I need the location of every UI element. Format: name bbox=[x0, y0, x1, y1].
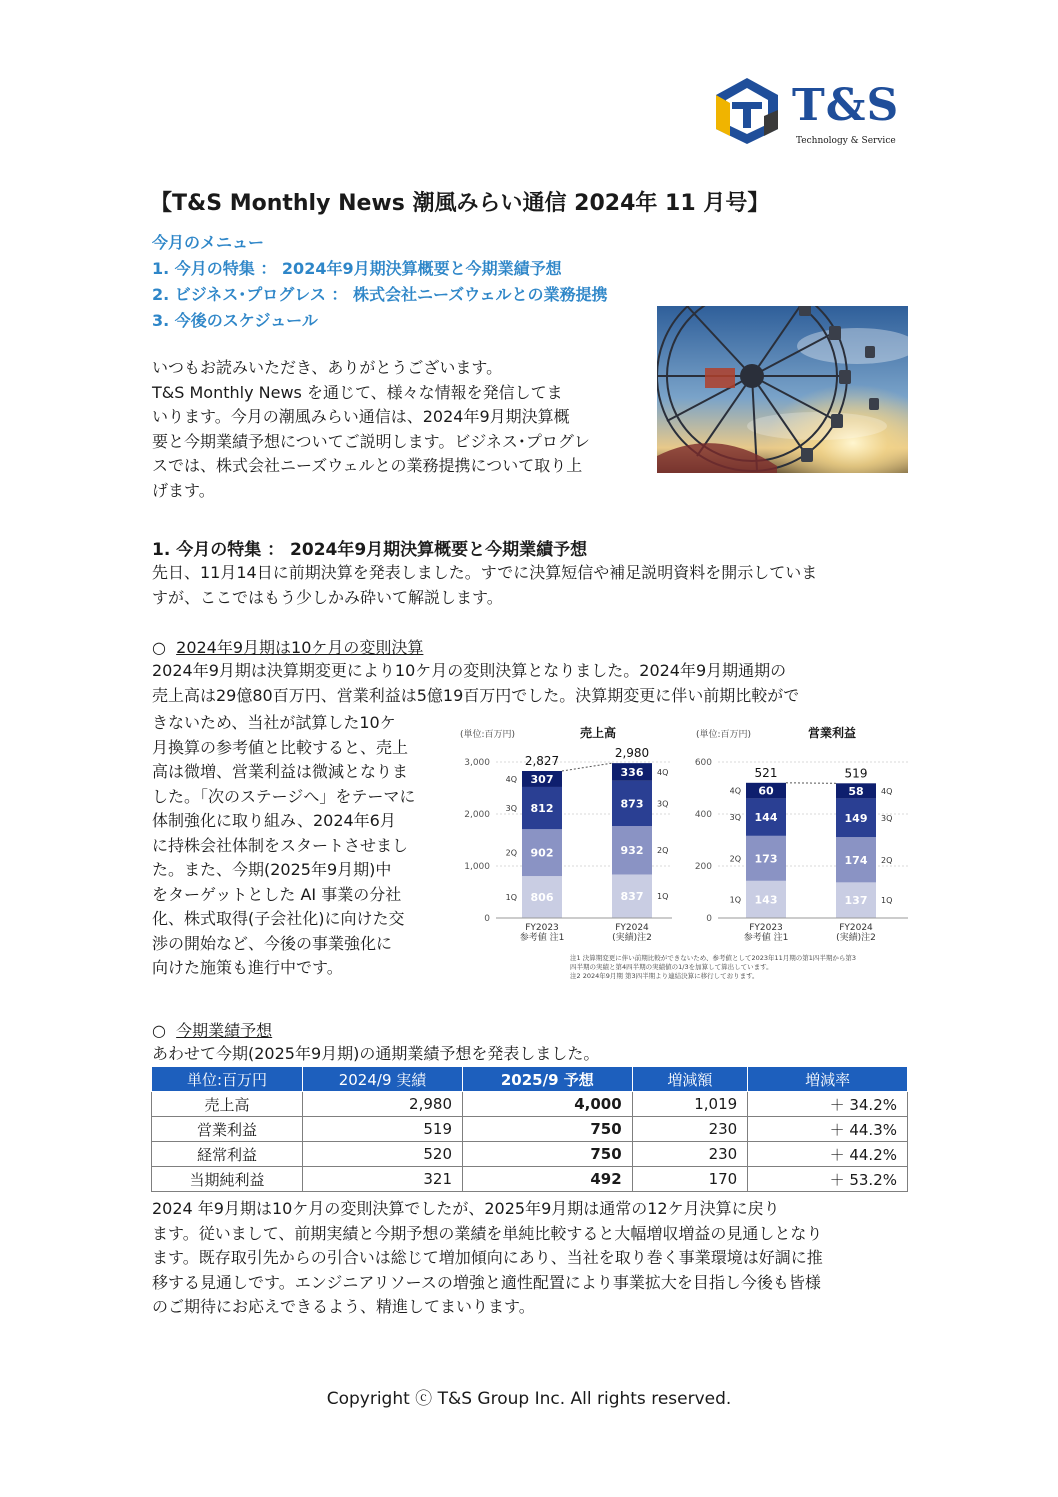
closing-paragraph bbox=[152, 1197, 912, 1320]
table-cell: 当期純利益 bbox=[152, 1167, 303, 1192]
ferris-wheel-photo bbox=[657, 306, 908, 473]
sub1-line: 月換算の参考値と比較すると、売上 bbox=[152, 737, 409, 757]
table-cell: ＋ 44.2% bbox=[748, 1142, 908, 1167]
table-header-cell: 増減額 bbox=[632, 1067, 748, 1092]
chart-title: 営業利益 bbox=[808, 726, 857, 740]
sub1-text-left bbox=[152, 711, 442, 981]
series-label: 4Q bbox=[505, 774, 517, 784]
table-cell: 営業利益 bbox=[152, 1117, 303, 1142]
data-label: 174 bbox=[844, 853, 868, 867]
table-cell: 230 bbox=[632, 1142, 748, 1167]
menu-list bbox=[152, 230, 608, 334]
sub1-line: た。また、今期(2025年9月期)中 bbox=[152, 860, 392, 879]
table-row bbox=[152, 1167, 908, 1192]
data-label: 336 bbox=[620, 765, 644, 779]
x-tick-label: FY2024 bbox=[615, 923, 649, 933]
series-label: 1Q bbox=[657, 892, 669, 902]
y-tick-label: 200 bbox=[694, 862, 712, 872]
data-label: 873 bbox=[620, 797, 644, 811]
section1-heading: 1. 今月の特集 ： 2024年9月期決算概要と今期業績予想 bbox=[152, 540, 588, 560]
chart-unit-label: (単位:百万円) bbox=[696, 730, 752, 740]
menu-item: 3. 今後のスケジュール bbox=[152, 311, 318, 330]
series-label: 2Q bbox=[505, 848, 517, 858]
closing-line: ます。既存取引先からの引合いは総じて増加傾向にあり、当社を取り巻く事業環境は好調に推 bbox=[152, 1248, 823, 1267]
table-header-cell: 増減率 bbox=[748, 1067, 908, 1092]
total-label: 521 bbox=[754, 765, 778, 780]
newsletter-title: 【T&S Monthly News 潮風みらい通信 2024年 11 月号】 bbox=[150, 191, 770, 216]
sub1-line: 高は微増、営業利益は微減となりま bbox=[152, 762, 409, 781]
y-tick-label: 2,000 bbox=[464, 810, 490, 820]
series-label: 3Q bbox=[657, 799, 669, 809]
closing-line: ます。従いまして、前期実績と今期予想の業績を単純比較すると大幅増収増益の見通しとなり bbox=[152, 1223, 823, 1243]
table-row bbox=[152, 1142, 908, 1167]
x-tick-label: 参考値 注1 bbox=[519, 933, 565, 943]
data-label: 137 bbox=[844, 894, 868, 908]
total-label: 2,827 bbox=[524, 753, 560, 768]
table-header-cell: 単位:百万円 bbox=[152, 1067, 303, 1092]
x-tick-label: (実績)注2 bbox=[836, 933, 876, 943]
table-cell: ＋ 53.2% bbox=[748, 1167, 908, 1192]
section1-text bbox=[152, 561, 912, 610]
data-label: 307 bbox=[530, 772, 554, 786]
logo-tagline: Technology & Service bbox=[796, 136, 896, 146]
intro-line: スでは、株式会社ニーズウェルとの業務提携について取り上 bbox=[152, 456, 583, 475]
sub1-heading bbox=[152, 635, 423, 658]
y-tick-label: 1,000 bbox=[464, 862, 490, 872]
menu-item: 1. 今月の特集 ： 2024年9月期決算概要と今期業績予想 bbox=[152, 259, 562, 278]
y-tick-label: 400 bbox=[694, 810, 712, 820]
section1-line: すが、ここではもう少しかみ砕いて解説します。 bbox=[152, 587, 503, 607]
data-label: 812 bbox=[530, 802, 554, 816]
series-label: 4Q bbox=[881, 786, 893, 796]
menu-item: 2. ビジネス･プログレス ： 株式会社ニーズウェルとの業務提携 bbox=[152, 285, 608, 304]
closing-line: のご期待にお応えできるよう、精進してまいります。 bbox=[152, 1297, 535, 1316]
x-tick-label: (実績)注2 bbox=[612, 933, 652, 943]
y-tick-label: 600 bbox=[694, 758, 712, 768]
bullet-icon: ○ bbox=[152, 1021, 166, 1040]
table-row bbox=[152, 1092, 908, 1117]
sub1-line: した。「次のステージへ」をテーマに bbox=[152, 786, 416, 806]
x-tick-label: FY2024 bbox=[839, 923, 873, 933]
closing-line: 2024 年9月期は10ケ月の変則決算でしたが、2025年9月期は通常の12ケ月決算に戻り bbox=[152, 1199, 780, 1218]
sub2-heading bbox=[152, 1018, 272, 1041]
table-cell: 230 bbox=[632, 1117, 748, 1142]
table-header-cell: 2025/9 予想 bbox=[463, 1067, 633, 1092]
sub1-line: 売上高は29億80百万円、営業利益は5億19百万円でした。決算期変更に伴い前期比較がで bbox=[152, 685, 800, 705]
data-label: 837 bbox=[620, 890, 644, 904]
table-cell: 750 bbox=[463, 1142, 633, 1167]
chart-note: 注1 決算期変更に伴い前期比較ができないため、参考値として2023年11月期の第1四半期から第3 bbox=[570, 954, 857, 962]
bullet-icon: ○ bbox=[152, 638, 166, 657]
sub1-heading-text: 2024年9月期は10ケ月の変則決算 bbox=[176, 638, 424, 657]
forecast-table bbox=[151, 1066, 908, 1192]
series-label: 4Q bbox=[657, 767, 669, 777]
table-row bbox=[152, 1117, 908, 1142]
sub1-line: 体制強化に取り組み、2024年6月 bbox=[152, 811, 396, 830]
total-label: 2,980 bbox=[614, 746, 650, 761]
x-tick-label: 参考値 注1 bbox=[743, 933, 789, 943]
table-cell: 170 bbox=[632, 1167, 748, 1192]
results-charts bbox=[452, 718, 912, 990]
y-tick-label: 0 bbox=[706, 914, 712, 924]
table-cell: 2,980 bbox=[303, 1092, 463, 1117]
sub1-text bbox=[152, 659, 912, 708]
sub1-line: 向けた施策も進行中です。 bbox=[152, 958, 343, 977]
intro-line: T&S Monthly News を通じて、様々な情報を発信してま bbox=[152, 382, 563, 402]
data-label: 149 bbox=[844, 811, 868, 825]
table-cell: ＋ 44.3% bbox=[748, 1117, 908, 1142]
chart-title: 売上高 bbox=[580, 726, 617, 740]
chart-note: 四半期の実績と第4四半期の実績値の1/3を加算して算出しています。 bbox=[570, 963, 773, 971]
data-label: 806 bbox=[530, 891, 554, 905]
sub1-line: 化、株式取得(子会社化)に向けた交 bbox=[152, 909, 405, 928]
sub1-line: 2024年9月期は決算期変更により10ケ月の変則決算となりました。2024年9月期通期の bbox=[152, 661, 787, 680]
intro-paragraph bbox=[152, 356, 647, 503]
table-cell: 492 bbox=[463, 1167, 633, 1192]
sub1-line: に持株会社体制をスタートさせまし bbox=[152, 835, 409, 855]
total-label: 519 bbox=[844, 766, 868, 781]
intro-line: げます。 bbox=[152, 480, 215, 500]
series-label: 2Q bbox=[657, 846, 669, 856]
table-header-row bbox=[152, 1067, 908, 1092]
table-cell: 経常利益 bbox=[152, 1142, 303, 1167]
table-cell: 売上高 bbox=[152, 1092, 303, 1117]
section1-line: 先日、11月14日に前期決算を発表しました。すでに決算短信や補足説明資料を開示していま bbox=[152, 563, 818, 582]
data-label: 60 bbox=[758, 784, 774, 798]
series-label: 3Q bbox=[881, 813, 893, 823]
logo-mark-icon bbox=[712, 76, 782, 146]
data-label: 144 bbox=[754, 811, 778, 825]
series-label: 1Q bbox=[881, 896, 893, 906]
x-tick-label: FY2023 bbox=[525, 923, 559, 933]
trend-connector bbox=[786, 783, 836, 784]
x-tick-label: FY2023 bbox=[749, 923, 783, 933]
data-label: 173 bbox=[754, 852, 778, 866]
series-label: 2Q bbox=[729, 854, 741, 864]
menu-heading: 今月のメニュー bbox=[152, 233, 265, 252]
copyright-footer: Copyright ⓒ T&S Group Inc. All rights reserved. bbox=[326, 1389, 732, 1409]
closing-line: 移する見通しです。エンジニアリソースの増強と適性配置により事業拡大を目指し今後も皆様 bbox=[152, 1272, 821, 1292]
data-label: 902 bbox=[530, 846, 554, 860]
series-label: 1Q bbox=[505, 893, 517, 903]
intro-line: いります。今月の潮風みらい通信は、2024年9月期決算概 bbox=[152, 407, 570, 426]
intro-line: いつもお読みいただき、ありがとうございます。 bbox=[152, 358, 503, 377]
data-label: 143 bbox=[754, 893, 778, 907]
series-label: 3Q bbox=[729, 813, 741, 823]
series-label: 3Q bbox=[505, 804, 517, 814]
table-cell: 520 bbox=[303, 1142, 463, 1167]
series-label: 4Q bbox=[729, 786, 741, 796]
table-cell: 321 bbox=[303, 1167, 463, 1192]
y-tick-label: 3,000 bbox=[464, 758, 490, 768]
table-cell: 519 bbox=[303, 1117, 463, 1142]
table-cell: 1,019 bbox=[632, 1092, 748, 1117]
sub1-line: 渉の開始など、今後の事業強化に bbox=[152, 933, 393, 953]
table-cell: 4,000 bbox=[463, 1092, 633, 1117]
table-header-cell: 2024/9 実績 bbox=[303, 1067, 463, 1092]
series-label: 2Q bbox=[881, 855, 893, 865]
data-label: 932 bbox=[620, 844, 644, 858]
sub1-line: きないため、当社が試算した10ケ bbox=[152, 713, 396, 732]
charts-svg bbox=[452, 718, 912, 990]
sub2-text: あわせて今期(2025年9月期)の通期業績予想を発表しました。 bbox=[152, 1044, 600, 1063]
sub1-line: をターゲットとした AI 事業の分社 bbox=[152, 884, 402, 904]
table-cell: 750 bbox=[463, 1117, 633, 1142]
logo-text: T&S bbox=[792, 80, 900, 131]
table-cell: ＋ 34.2% bbox=[748, 1092, 908, 1117]
intro-line: 要と今期業績予想についてご説明します。ビジネス･プログレ bbox=[152, 431, 590, 451]
trend-connector bbox=[562, 763, 612, 771]
sub2-heading-text: 今期業績予想 bbox=[176, 1021, 273, 1040]
data-label: 58 bbox=[848, 784, 864, 798]
series-label: 1Q bbox=[729, 895, 741, 905]
chart-note: 注2 2024年9月期 第3四半期より連結決算に移行しております。 bbox=[570, 972, 759, 980]
y-tick-label: 0 bbox=[484, 914, 490, 924]
chart-unit-label: (単位:百万円) bbox=[460, 730, 516, 740]
